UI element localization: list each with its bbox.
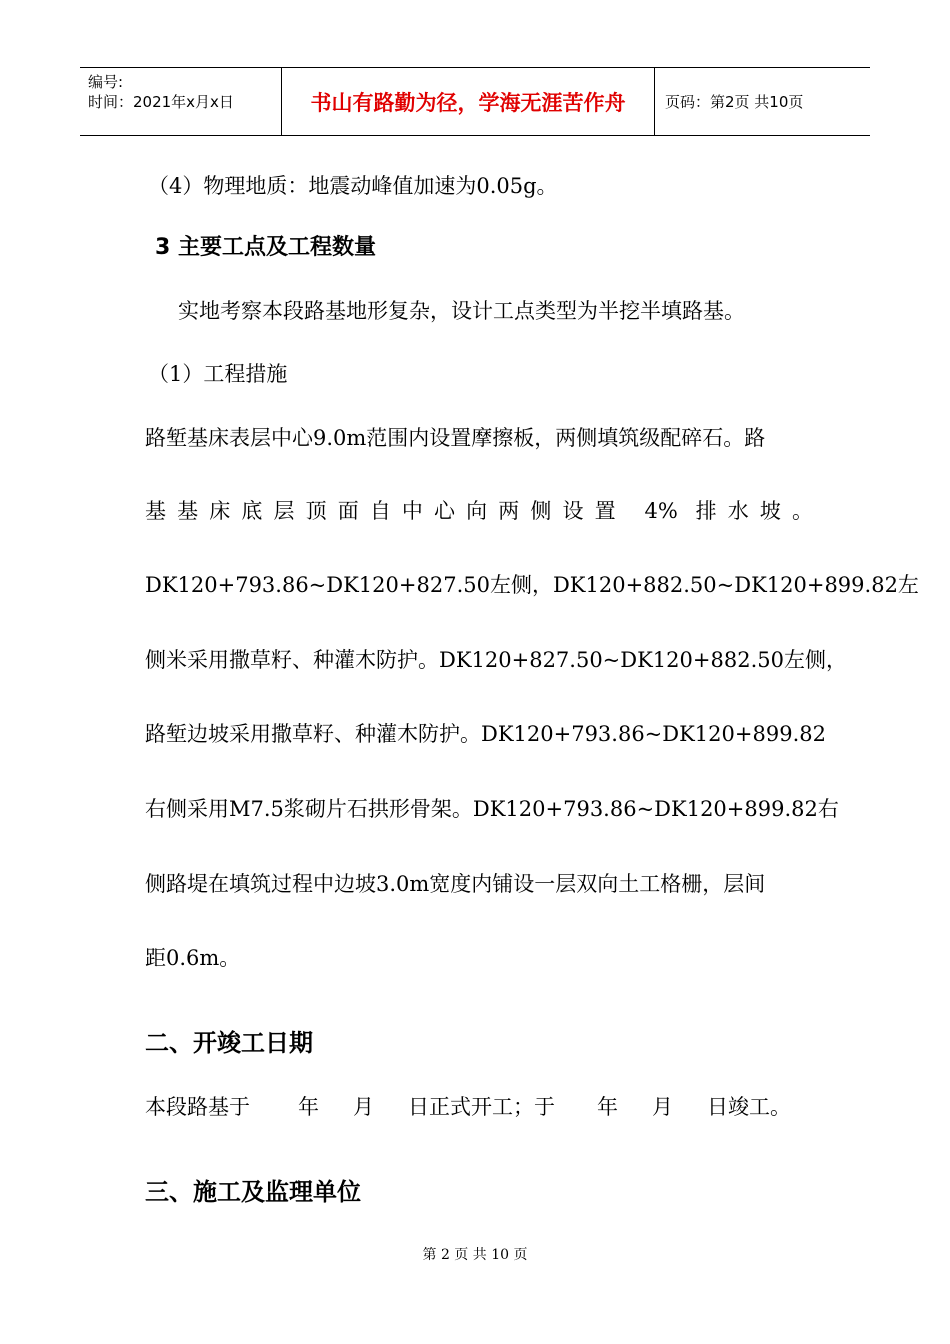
body-line-4: 侧米采用撒草籽、种灌木防护。DK120+827.50~DK120+882.50左侧， [145,648,847,672]
header-page-info: 页码：第2页 共10页 [665,93,804,111]
dates-year-2: 年 [597,1095,618,1119]
header-time-label: 时间：2021年x月x日 [88,93,234,111]
dates-line [145,1093,791,1121]
body-line-3: DK120+793.86~DK120+827.50左侧，DK120+882.50~DK120+899.82左 [145,573,919,597]
body-line-5: 路堑边坡采用撒草籽、种灌木防护。DK120+793.86~DK120+899.82 [145,722,826,746]
page-header [80,67,870,136]
section-heading-dates: 二、开竣工日期 [145,1029,313,1057]
body-line-8: 距0.6m。 [145,946,241,970]
header-meta [80,68,282,135]
dates-month-1: 月 [353,1095,374,1119]
dates-year-1: 年 [298,1095,319,1119]
dates-text-a: 本段路基于 [145,1095,250,1119]
paragraph-geology: （4）物理地质：地震动峰值加速为0.05g。 [148,174,558,198]
paragraph-measures-title: （1）工程措施 [148,362,288,386]
body-line-2: 基基床底层顶面自中心向两侧设置 4% 排水坡。 [145,499,813,523]
page-footer: 第 2 页 共 10 页 [422,1247,528,1263]
header-slogan: 书山有路勤为径，学海无涯苦作舟 [282,68,655,135]
dates-text-d2: 日竣工。 [707,1095,791,1119]
dates-month-2: 月 [652,1095,673,1119]
header-number-label: 编号: [88,73,124,91]
heading-main-works: 3 主要工点及工程数量 [155,235,376,260]
body-line-1: 路堑基床表层中心9.0m范围内设置摩擦板，两侧填筑级配碎石。路 [145,426,766,450]
section-heading-units: 三、施工及监理单位 [145,1178,361,1206]
paragraph-survey: 实地考察本段路基地形复杂，设计工点类型为半挖半填路基。 [178,299,745,323]
body-line-6: 右侧采用M7.5浆砌片石拱形骨架。DK120+793.86~DK120+899.82右 [145,797,839,821]
dates-text-d1: 日正式开工；于 [408,1095,555,1119]
body-line-7: 侧路堤在填筑过程中边坡3.0m宽度内铺设一层双向土工格栅，层间 [145,872,766,896]
